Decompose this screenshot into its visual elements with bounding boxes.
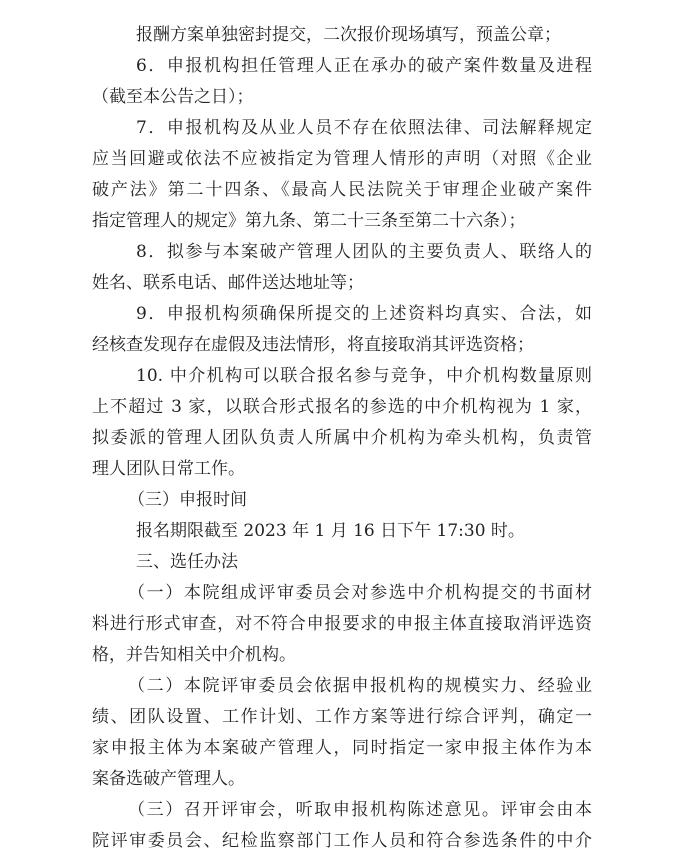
text-line-27: 院评审委员会、纪检监察部门工作人员和符合参选条件的中介	[92, 831, 592, 851]
text-line-26: （三）召开评审会，听取申报机构陈述意见。评审会由本	[128, 800, 592, 820]
text-line-22: （二）本院评审委员会依据申报机构的规模实力、经验业	[128, 676, 592, 696]
text-line-2: 6．申报机构担任管理人正在承办的破产案件数量及进程	[136, 56, 592, 76]
section-heading-application-time: （三）申报时间	[128, 490, 247, 510]
text-line-24: 家申报主体为本案破产管理人，同时指定一家申报主体作为本	[92, 738, 592, 758]
text-line-23: 绩、团队设置、工作计划、工作方案等进行综合评判，确定一	[92, 707, 592, 727]
text-line-3: （截至本公告之日）；	[92, 87, 254, 107]
text-line-13: 上不超过 3 家，以联合形式报名的参选的中介机构视为 1 家，	[92, 397, 592, 417]
text-line-4: 7．申报机构及从业人员不存在依照法律、司法解释规定	[136, 118, 592, 138]
text-line-6: 破产法》第二十四条、《最高人民法院关于审理企业破产案件	[92, 180, 592, 200]
text-line-25: 案备选破产管理人。	[92, 769, 245, 789]
text-line-10: 9．申报机构须确保所提交的上述资料均真实、合法，如	[136, 304, 592, 324]
text-line-15: 理人团队日常工作。	[92, 459, 245, 479]
text-line-21: 格，并告知相关中介机构。	[92, 645, 296, 665]
text-line-12: 10. 中介机构可以联合报名参与竞争，中介机构数量原则	[136, 366, 592, 386]
text-line-1: 报酬方案单独密封提交，二次报价现场填写，预盖公章；	[136, 25, 561, 45]
text-line-7: 指定管理人的规定》第九条、第二十三条至第二十六条）；	[92, 211, 526, 231]
text-line-9: 姓名、联系电话、邮件送达地址等；	[92, 273, 364, 293]
text-line-20: 料进行形式审查，对不符合申报要求的申报主体直接取消评选资	[92, 614, 592, 634]
text-line-deadline: 报名期限截至 2023 年 1 月 16 日下午 17:30 时。	[136, 521, 525, 541]
text-line-14: 拟委派的管理人团队负责人所属中介机构为牵头机构，负责管	[92, 428, 592, 448]
text-line-19: （一）本院组成评审委员会对参选中介机构提交的书面材	[128, 583, 592, 603]
text-line-5: 应当回避或依法不应被指定为管理人情形的声明（对照《企业	[92, 149, 592, 169]
text-line-8: 8．拟参与本案破产管理人团队的主要负责人、联络人的	[136, 242, 592, 262]
section-heading-selection-method: 三、选任办法	[136, 552, 238, 572]
text-line-11: 经核查发现存在虚假及违法情形，将直接取消其评选资格；	[92, 335, 534, 355]
